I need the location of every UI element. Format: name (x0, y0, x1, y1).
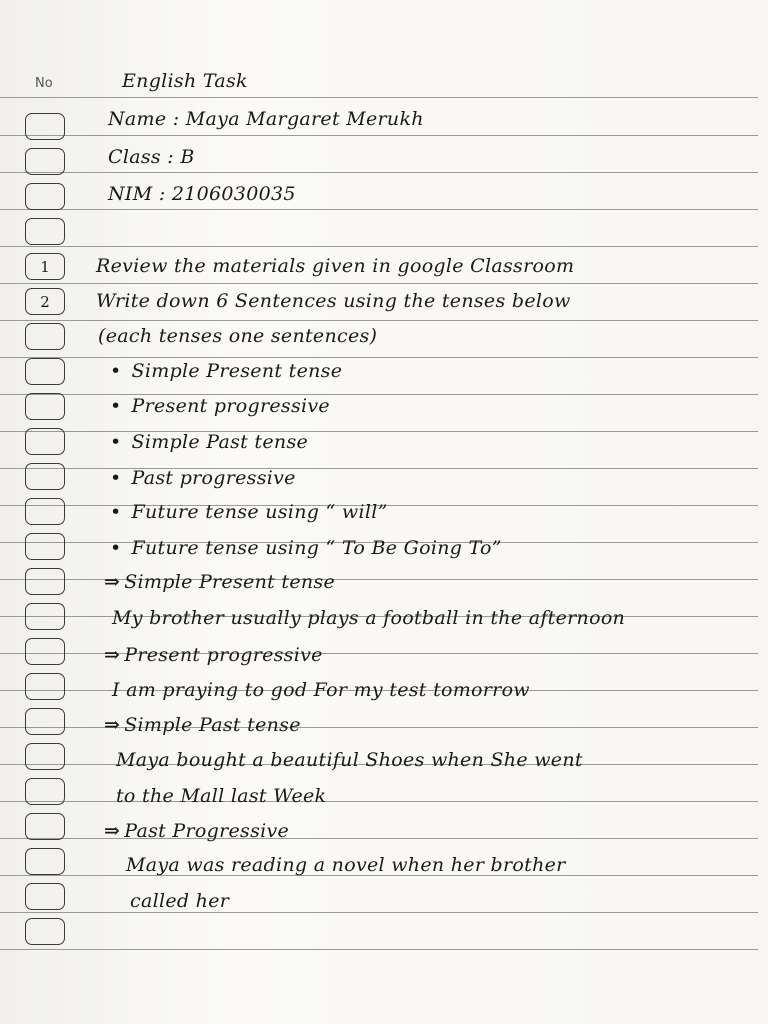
margin-checkbox (25, 358, 65, 385)
ruled-line (0, 209, 758, 210)
margin-checkbox (25, 918, 65, 945)
margin-checkbox (25, 113, 65, 140)
student-nim: NIM : 2106030035 (108, 183, 296, 205)
answer-heading-text: Simple Present tense (124, 571, 335, 593)
double-arrow-icon: ⇒ (104, 820, 121, 842)
answer-heading-text: Simple Past tense (124, 714, 301, 736)
ruled-line (0, 357, 758, 358)
ruled-line (0, 283, 758, 284)
answer-heading-text: Past Progressive (124, 820, 290, 842)
margin-checkbox (25, 778, 65, 805)
margin-checkbox (25, 183, 65, 210)
page-number-label: No (35, 76, 53, 91)
margin-checkbox (25, 743, 65, 770)
double-arrow-icon: ⇒ (104, 644, 121, 666)
margin-checkbox-2: 2 (25, 288, 65, 315)
margin-checkbox (25, 568, 65, 595)
student-class: Class : B (108, 146, 195, 168)
ruled-line (0, 949, 758, 950)
margin-checkbox (25, 428, 65, 455)
margin-checkbox-1: 1 (25, 253, 65, 280)
tense-item: • Simple Present tense (110, 360, 342, 382)
answer-heading (104, 571, 335, 593)
answer-heading (104, 820, 289, 842)
margin-checkbox (25, 603, 65, 630)
ruled-line (0, 135, 758, 136)
double-arrow-icon: ⇒ (104, 714, 121, 736)
margin-checkbox (25, 148, 65, 175)
instruction-1: Review the materials given in google Classroom (96, 255, 575, 277)
margin-checkbox (25, 533, 65, 560)
margin-checkbox (25, 883, 65, 910)
margin-checkbox (25, 218, 65, 245)
answer-sentence: called her (130, 890, 230, 912)
answer-sentence: Maya was reading a novel when her brother (126, 854, 566, 876)
tense-item: • Present progressive (110, 395, 330, 417)
ruled-line (0, 801, 758, 802)
instruction-2: Write down 6 Sentences using the tenses below (96, 290, 571, 312)
ruled-line (0, 246, 758, 247)
double-arrow-icon: ⇒ (104, 571, 121, 593)
tense-item: • Future tense using “ will” (110, 501, 388, 523)
instruction-note: (each tenses one sentences) (98, 325, 378, 347)
answer-sentence: to the Mall last Week (116, 785, 327, 807)
answer-sentence: I am praying to god For my test tomorrow (112, 679, 530, 701)
answer-heading (104, 714, 301, 736)
answer-sentence: My brother usually plays a football in the afternoon (112, 607, 626, 629)
margin-checkbox (25, 463, 65, 490)
margin-checkbox (25, 323, 65, 350)
answer-sentence: Maya bought a beautiful Shoes when She went (116, 749, 583, 771)
tense-item: • Past progressive (110, 467, 296, 489)
ruled-line (0, 320, 758, 321)
answer-heading-text: Present progressive (124, 644, 323, 666)
tense-item: • Future tense using “ To Be Going To” (110, 537, 502, 559)
margin-checkbox (25, 708, 65, 735)
ruled-line (0, 172, 758, 173)
margin-checkbox (25, 848, 65, 875)
student-name: Name : Maya Margaret Merukh (108, 108, 424, 130)
margin-checkbox (25, 813, 65, 840)
answer-heading (104, 644, 323, 666)
margin-checkbox (25, 498, 65, 525)
margin-checkbox (25, 638, 65, 665)
margin-checkbox (25, 673, 65, 700)
ruled-line (0, 912, 758, 913)
page-title: English Task (122, 70, 248, 92)
ruled-line (0, 97, 758, 98)
tense-item: • Simple Past tense (110, 431, 308, 453)
margin-checkbox (25, 393, 65, 420)
